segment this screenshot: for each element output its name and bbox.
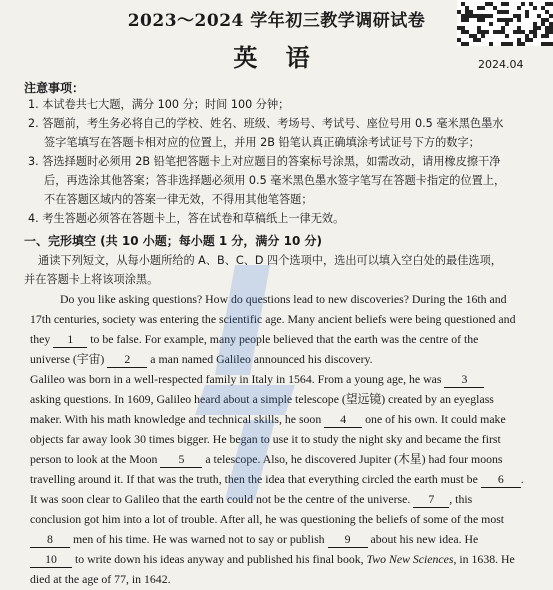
note-item-3-cont: 后，再选涂其他答案；答非选择题必须用 0.5 毫米黑色墨水签字笔写在答题卡指定的位置上， <box>44 174 506 187</box>
passage-text: person to look at the Moon <box>30 452 158 466</box>
passage-text: universe (宇宙) <box>30 352 105 366</box>
subject-title: 英 语 <box>233 43 320 72</box>
blank-9: 9 <box>328 532 368 548</box>
passage-line <box>30 470 550 490</box>
note-item-4: 4. 考生答题必须答在答题卡上，答在试卷和草稿纸上一律无效。 <box>28 212 345 225</box>
passage-text: It was soon clear to Galileo that the earth could not be the centre of the universe. <box>30 492 411 506</box>
passage-line: objects far away look 30 times bigger. He began to use it to study the night sky and became the first <box>30 432 501 446</box>
passage-line <box>30 330 550 350</box>
note-item-1: 1. 本试卷共七大题，满分 100 分；时间 100 分钟； <box>28 98 290 111</box>
note-item-3-cont2: 不在答题区域内的答案一律无效，不得用其他笔答题； <box>44 193 313 206</box>
blank-4: 4 <box>324 412 362 428</box>
passage-line <box>30 490 550 510</box>
passage-text: a telescope. Also, he discovered Jupiter (木星) had four moons <box>205 452 503 466</box>
section-heading: 一、完形填空 (共 10 小题；每小题 1 分，满分 10 分) <box>24 234 322 248</box>
passage-line <box>30 530 550 550</box>
passage-text: one of his own. It could make <box>365 412 506 426</box>
intro-line-2: 并在答题卡上将该项涂黑。 <box>24 273 159 286</box>
blank-3: 3 <box>444 372 484 388</box>
passage-line: conclusion got him into a lot of trouble. After all, he was questioning the beliefs of some of the most <box>30 512 505 526</box>
passage-text: , in 1638. He <box>453 552 515 566</box>
exam-title: 2023～2024 学年初三教学调研试卷 <box>127 11 426 31</box>
book-title: Two New Sciences <box>366 552 454 566</box>
passage-text: men of his time. He was warned not to say or publish <box>72 532 325 546</box>
passage-line: 17th centuries, society was entering the scientific age. Many ancient beliefs were being questioned and <box>30 312 516 326</box>
passage-text: , this <box>449 492 473 506</box>
blank-6: 6 <box>481 472 521 488</box>
passage-line <box>30 410 550 430</box>
note-item-3: 3. 答选择题时必须用 2B 铅笔把答题卡上对应题目的答案标号涂黑，如需改动，请用橡皮擦干净 <box>28 155 501 168</box>
exam-date: 2024.04 <box>478 58 524 71</box>
passage-line <box>30 450 550 470</box>
passage-line: Do you like asking questions? How do questions lead to new discoveries? During the 16th and <box>60 292 507 306</box>
note-item-2: 2. 答题前，考生务必将自己的学校、姓名、班级、考场号、考试号、座位号用 0.5 毫米黑色墨水 <box>28 117 504 130</box>
passage-text: a man named Galileo announced his discovery. <box>150 352 373 366</box>
blank-1: 1 <box>53 332 87 348</box>
passage-line: asking questions. In 1609, Galileo heard about a simple telescope (望远镜) created by an eyeglass <box>30 392 494 406</box>
passage-text: Galileo was born in a well-respected family in Italy in 1564. From a young age, he was <box>30 372 442 386</box>
blank-7: 7 <box>413 492 449 508</box>
passage-text: about his new idea. He <box>370 532 479 546</box>
passage-line <box>30 550 550 570</box>
passage-line: died at the age of 77, in 1642. <box>30 572 171 586</box>
passage-text: travelling around it. If that was the truth, then the idea that everything circled the earth must be <box>30 472 478 486</box>
blank-2: 2 <box>107 352 147 368</box>
section-intro <box>24 251 548 289</box>
passage-text: . <box>520 472 524 486</box>
passage-line <box>30 370 550 390</box>
blank-10: 10 <box>30 552 72 568</box>
note-item-2-cont: 签字笔填写在答题卡相对应的位置上，并用 2B 铅笔认真正确填涂考试证号下方的数字； <box>44 136 480 149</box>
intro-line-1: 通读下列短文，从每小题所给的 A、B、C、D 四个选项中，选出可以填入空白处的最佳选项， <box>38 254 502 267</box>
blank-5: 5 <box>160 452 202 468</box>
passage-text: to write down his ideas anyway and published his final book, <box>74 552 364 566</box>
blank-8: 8 <box>30 532 70 548</box>
passage-line <box>30 350 550 370</box>
notes-heading: 注意事项： <box>24 81 85 95</box>
passage-text: they <box>30 332 51 346</box>
passage-text: maker. With his math knowledge and technical skills, he soon <box>30 412 322 426</box>
passage-text: to be false. For example, many people believed that the earth was the centre of the <box>90 332 479 346</box>
